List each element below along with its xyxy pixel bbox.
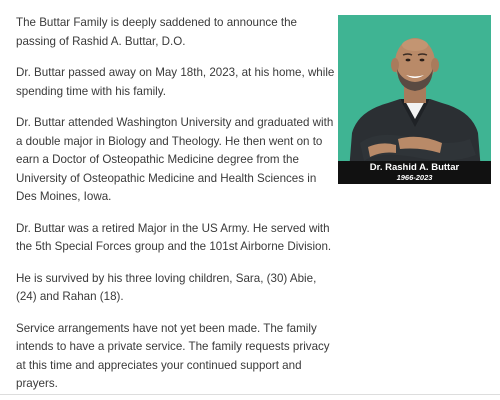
caption-name: Dr. Rashid A. Buttar [369,162,460,173]
paragraph-passing-details: Dr. Buttar passed away on May 18th, 2023, at his home, while spending time with his family. [16,66,335,98]
paragraph-military-service: Dr. Buttar was a retired Major in the US Army. He served with the 5th Special Forces group and the 101st Airborne Division. [16,221,332,253]
memorial-photo-card [338,15,491,184]
portrait-photo [338,15,491,184]
paragraph-announcement: The Buttar Family is deeply saddened to announce the passing of Rashid A. Buttar, D.O. [16,16,298,48]
paragraph-service-arrangements: Service arrangements have not yet been made. The family intends to have a private service. The family requests privacy at this time and appreciates your continued support and prayers. [16,321,330,390]
paragraph-survivors: He is survived by his three loving children, Sara, (30) Abie, (24) and Rahan (18). [16,271,317,303]
obituary-article [16,14,336,400]
paragraph-education: Dr. Buttar attended Washington University and graduated with a double major in Biology and Theology. He then went on to earn a Doctor of Osteopathic Medicine degree from the University of Osteopathic Medicine and Health Sciences in Des Moines, Iowa. [16,116,334,203]
bottom-divider [0,394,500,395]
photo-caption [338,161,491,184]
caption-years: 1966-2023 [396,173,433,182]
